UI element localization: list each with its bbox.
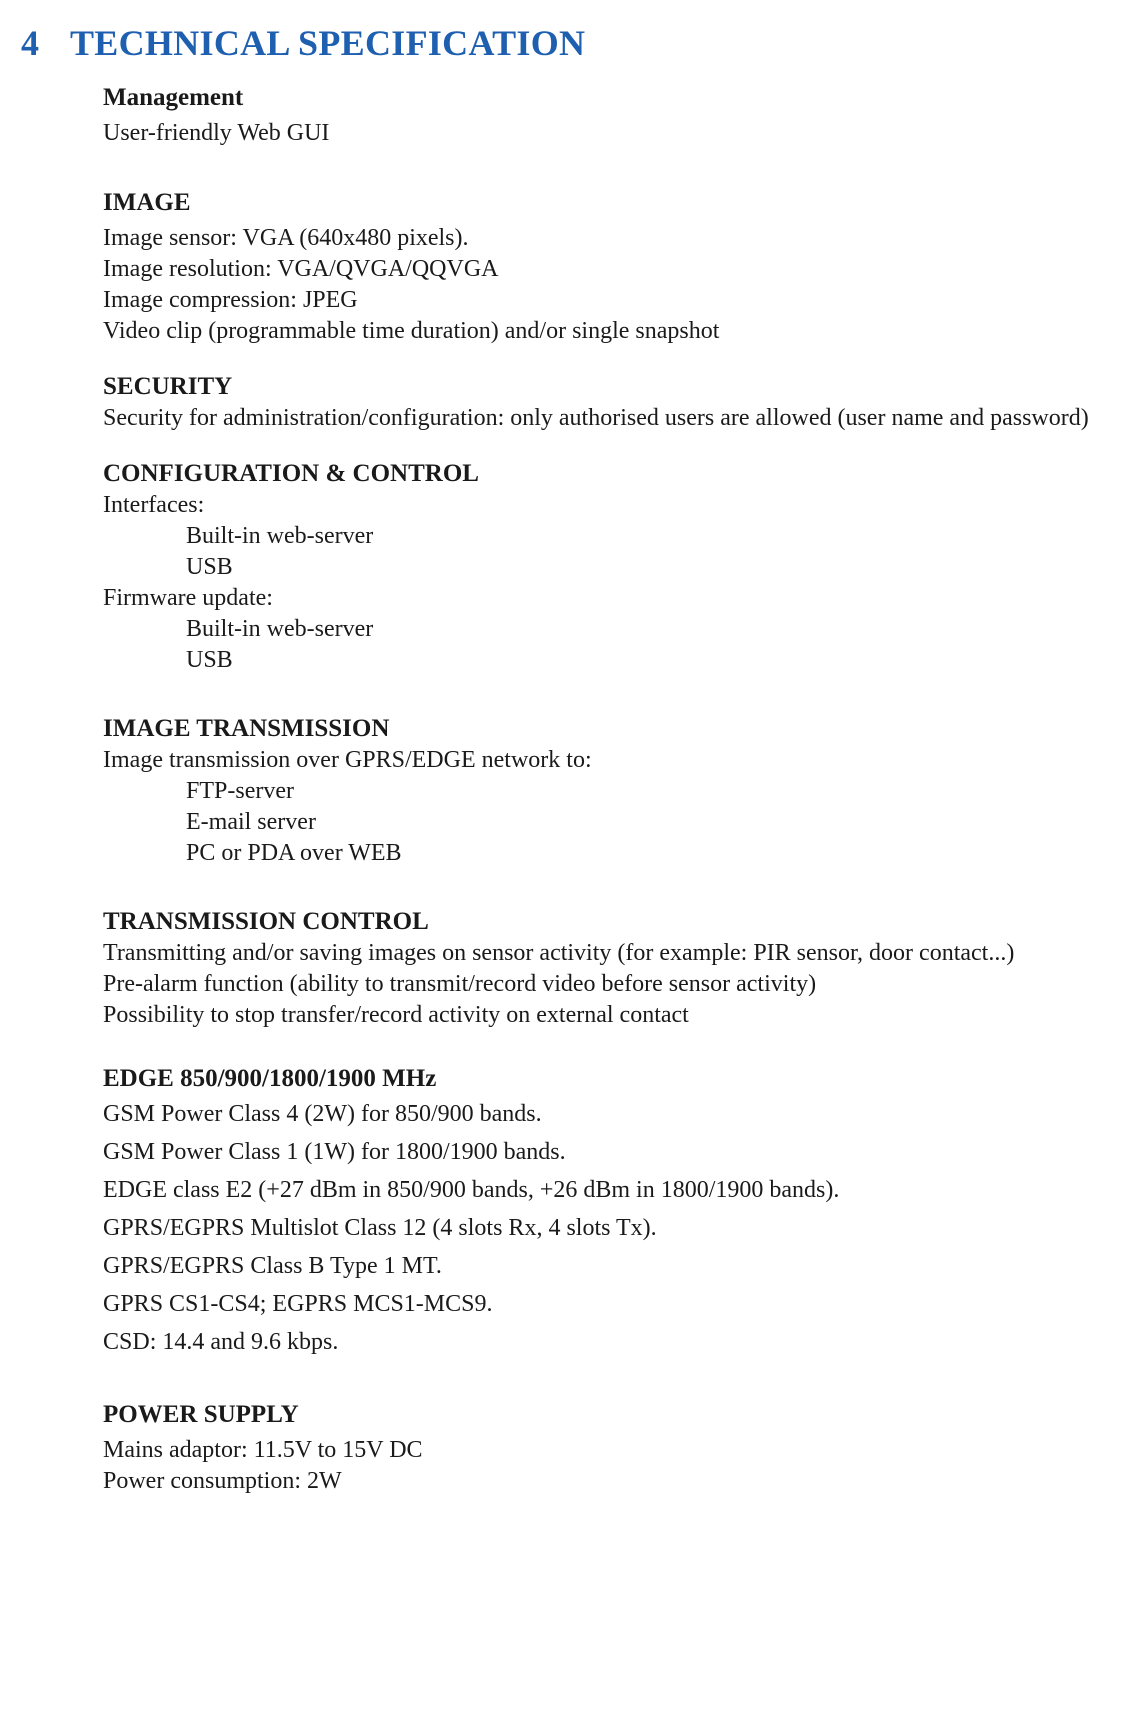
transmission-control-section [103,906,1133,1031]
edge-heading: EDGE 850/900/1800/1900 MHz [103,1065,437,1092]
security-heading: SECURITY [103,373,233,400]
edge-line: GPRS CS1-CS4; EGPRS MCS1-MCS9. [103,1291,493,1317]
power-line: Power consumption: 2W [103,1468,342,1494]
transmission-control-line: Pre-alarm function (ability to transmit/record video before sensor activity) [103,971,817,997]
image-heading: IMAGE [103,189,191,216]
section-title [21,22,585,64]
edge-line: GSM Power Class 4 (2W) for 850/900 bands. [103,1101,542,1127]
transmission-target: FTP-server [186,778,294,804]
image-line: Image sensor: VGA (640x480 pixels). [103,225,469,251]
power-section [103,1399,1133,1497]
transmission-target: PC or PDA over WEB [186,840,402,866]
image-line: Image compression: JPEG [103,287,358,313]
edge-line: GPRS/EGPRS Multislot Class 12 (4 slots Rx, 4 slots Tx). [103,1215,657,1241]
image-transmission-section [103,713,1133,869]
image-transmission-heading: IMAGE TRANSMISSION [103,715,390,742]
edge-line: EDGE class E2 (+27 dBm in 850/900 bands, +26 dBm in 1800/1900 bands). [103,1177,840,1203]
transmission-control-line: Transmitting and/or saving images on sensor activity (for example: PIR sensor, door contact...) [103,940,1015,966]
edge-line: GPRS/EGPRS Class B Type 1 MT. [103,1253,442,1279]
image-section [103,187,1133,347]
management-line: User-friendly Web GUI [103,120,330,146]
image-transmission-intro: Image transmission over GPRS/EDGE network to: [103,747,592,773]
management-heading: Management [103,84,244,111]
interface-item: USB [186,554,233,580]
management-section [103,82,1133,149]
security-text: Security for administration/configuration: only authorised users are allowed (user name and password) [103,405,1089,431]
transmission-target: E-mail server [186,809,316,835]
interfaces-label: Interfaces: [103,492,205,518]
interface-item: Built-in web-server [186,523,374,549]
section-number: 4 [21,23,40,63]
transmission-control-line: Possibility to stop transfer/record activity on external contact [103,1002,689,1028]
transmission-control-heading: TRANSMISSION CONTROL [103,908,429,935]
security-section [103,371,1133,434]
config-heading: CONFIGURATION & CONTROL [103,460,479,487]
edge-line: GSM Power Class 1 (1W) for 1800/1900 bands. [103,1139,566,1165]
power-heading: POWER SUPPLY [103,1401,299,1428]
image-line: Image resolution: VGA/QVGA/QQVGA [103,256,499,282]
edge-line: CSD: 14.4 and 9.6 kbps. [103,1329,339,1355]
image-line: Video clip (programmable time duration) and/or single snapshot [103,318,720,344]
firmware-label: Firmware update: [103,585,273,611]
firmware-item: USB [186,647,233,673]
firmware-item: Built-in web-server [186,616,374,642]
spec-content [103,82,1133,1497]
section-title-text: TECHNICAL SPECIFICATION [70,23,586,63]
power-line: Mains adaptor: 11.5V to 15V DC [103,1437,423,1463]
config-section [103,458,1133,676]
edge-section [103,1063,1133,1361]
